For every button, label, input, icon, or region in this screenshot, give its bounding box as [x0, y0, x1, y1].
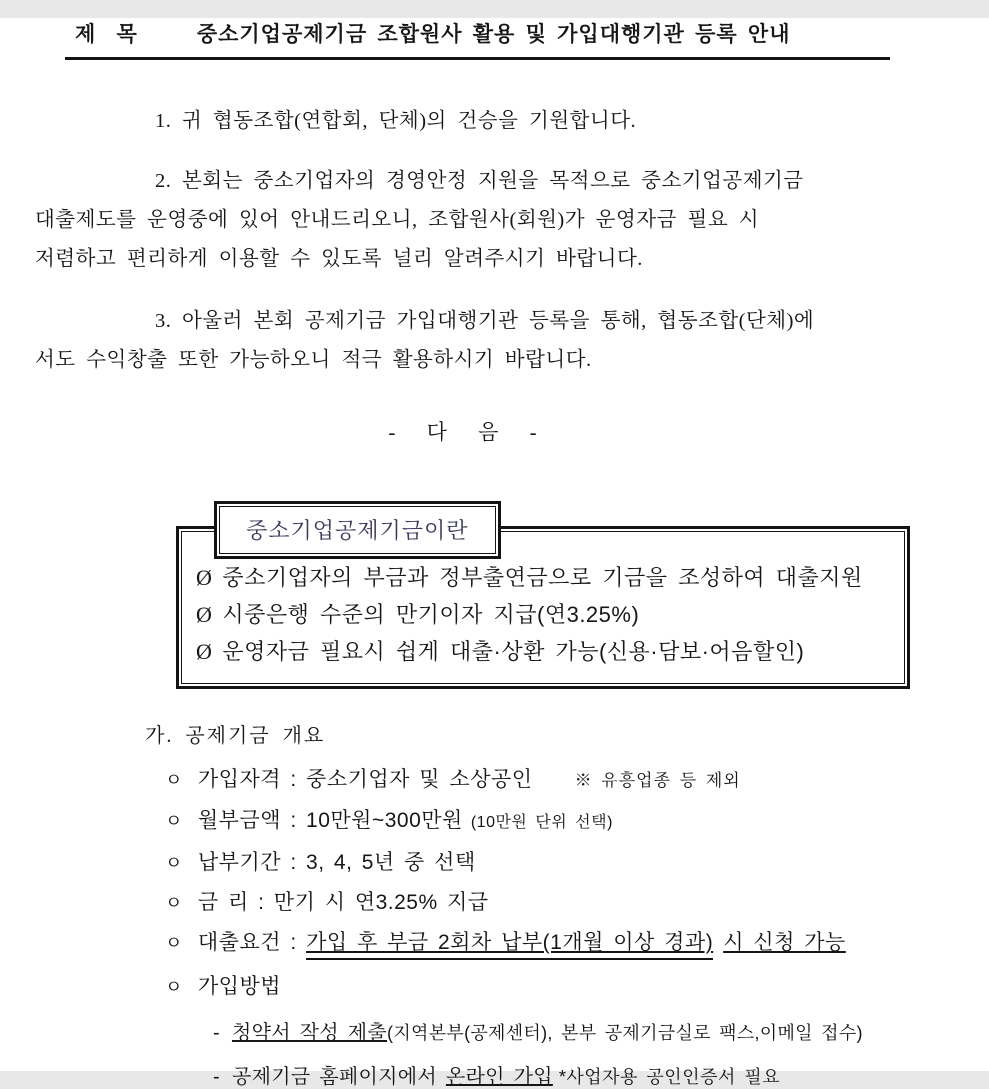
- document-header: [65, 18, 890, 60]
- row-period-label: 납부기간 : 3, 4, 5년 중 선택: [197, 851, 476, 874]
- row-join-method: [165, 974, 989, 1000]
- paragraph-2: [35, 162, 955, 279]
- fund-box-item-3-text: 운영자금 필요시 쉽게 대출·상환 가능(신용·담보·어음할인): [222, 639, 805, 664]
- fund-box-title-frame: [214, 501, 501, 559]
- body-paragraphs: [35, 102, 955, 452]
- row-interest-rate: [165, 890, 989, 916]
- circle-bullet-icon: ㅇ: [165, 893, 183, 913]
- row-rate-label: 금 리 : 만기 시 연3.25% 지급: [197, 891, 489, 914]
- fund-box-item-2: [196, 596, 892, 633]
- overview-rows: [165, 767, 989, 1089]
- row-payment-period: [165, 850, 989, 876]
- circle-bullet-icon: ㅇ: [165, 770, 183, 790]
- join-method-sub-rows: [213, 1016, 989, 1089]
- circle-bullet-icon: ㅇ: [165, 933, 183, 953]
- overview-heading: 가. 공제기금 개요: [145, 725, 326, 747]
- row-monthly-label: 월부금액 : 10만원~300만원: [197, 809, 463, 832]
- paragraph-2-line-3: 저렴하고 편리하게 이용할 수 있도록 널리 알려주시기 바랍니다.: [35, 248, 643, 270]
- paragraph-1: 1. 귀 협동조합(연합회, 단체)의 건승을 기원합니다.: [155, 110, 637, 132]
- dash-bullet-icon: -: [213, 1066, 220, 1088]
- fund-box-item-1-text: 중소기업자의 부금과 정부출연금으로 기금을 조성하여 대출지원: [222, 565, 863, 590]
- slashed-o-bullet-icon: Ø: [196, 565, 213, 590]
- sub-row-online-underlined: 온라인 가입: [445, 1066, 553, 1088]
- paragraph-3-line-1: 3. 아울러 본회 공제기금 가입대행기관 등록을 통해, 협동조합(단체)에: [155, 310, 815, 332]
- slashed-o-bullet-icon: Ø: [196, 602, 213, 627]
- row-join-label: 가입방법: [197, 975, 282, 998]
- row-loan-underlined: 시 신청 가능: [723, 931, 846, 954]
- section-divider-label: - 다 음 -: [388, 420, 547, 444]
- document-page: [0, 18, 989, 1088]
- fund-box-title: 중소기업공제기금이란: [219, 506, 496, 554]
- row-monthly-note: (10만원 단위 선택): [470, 814, 613, 831]
- page-title: 중소기업공제기금 조합원사 활용 및 가입대행기관 등록 안내: [196, 22, 791, 46]
- paragraph-2-line-2: 대출제도를 운영중에 있어 안내드리오니, 조합원사(회원)가 운영자금 필요 시: [35, 209, 760, 231]
- paragraph-3-line-2: 서도 수익창출 또한 가능하오니 적극 활용하시기 바랍니다.: [35, 349, 592, 371]
- slashed-o-bullet-icon: Ø: [196, 639, 213, 664]
- circle-bullet-icon: ㅇ: [165, 853, 183, 873]
- sub-row-form-underlined: 청약서 작성 제출: [231, 1022, 388, 1044]
- paragraph-2-line-1: 2. 본회는 중소기업자의 경영안정 지원을 목적으로 중소기업공제기금: [155, 170, 804, 192]
- title-label: 제 목: [75, 22, 145, 46]
- fund-box-item-1: [196, 559, 892, 596]
- sub-row-online-join: [213, 1060, 989, 1089]
- row-loan-requirement: [165, 930, 989, 960]
- sub-row-online-note: *사업자용 공인인증서 필요: [558, 1067, 781, 1087]
- fund-box-item-2-text: 시중은행 수준의 만기이자 지급(연3.25%): [222, 602, 640, 627]
- circle-bullet-icon: ㅇ: [165, 977, 183, 997]
- sub-row-form-rest: (지역본부(공제센터), 본부 공제기금실로 팩스,이메일 접수): [387, 1023, 863, 1043]
- row-eligibility-label: 가입자격 : 중소기업자 및 소상공인: [197, 768, 533, 791]
- row-monthly-payment: [165, 808, 989, 836]
- fund-info-box: [176, 518, 910, 689]
- circle-bullet-icon: ㅇ: [165, 811, 183, 831]
- paragraph-3: [35, 302, 955, 380]
- row-eligibility-note: ※ 유흥업종 등 제외: [574, 771, 741, 790]
- row-loan-underlined-heavy: 가입 후 부금 2회차 납부(1개월 이상 경과): [306, 930, 713, 960]
- fund-overview-section: [145, 719, 989, 1089]
- dash-bullet-icon: -: [213, 1022, 220, 1044]
- row-loan-prefix: 대출요건 :: [197, 931, 297, 954]
- sub-row-application-form: [213, 1016, 989, 1045]
- fund-box-item-3: [196, 633, 892, 670]
- row-eligibility: [165, 767, 989, 794]
- sub-row-online-prefix: 공제기금 홈페이지에서: [231, 1066, 438, 1088]
